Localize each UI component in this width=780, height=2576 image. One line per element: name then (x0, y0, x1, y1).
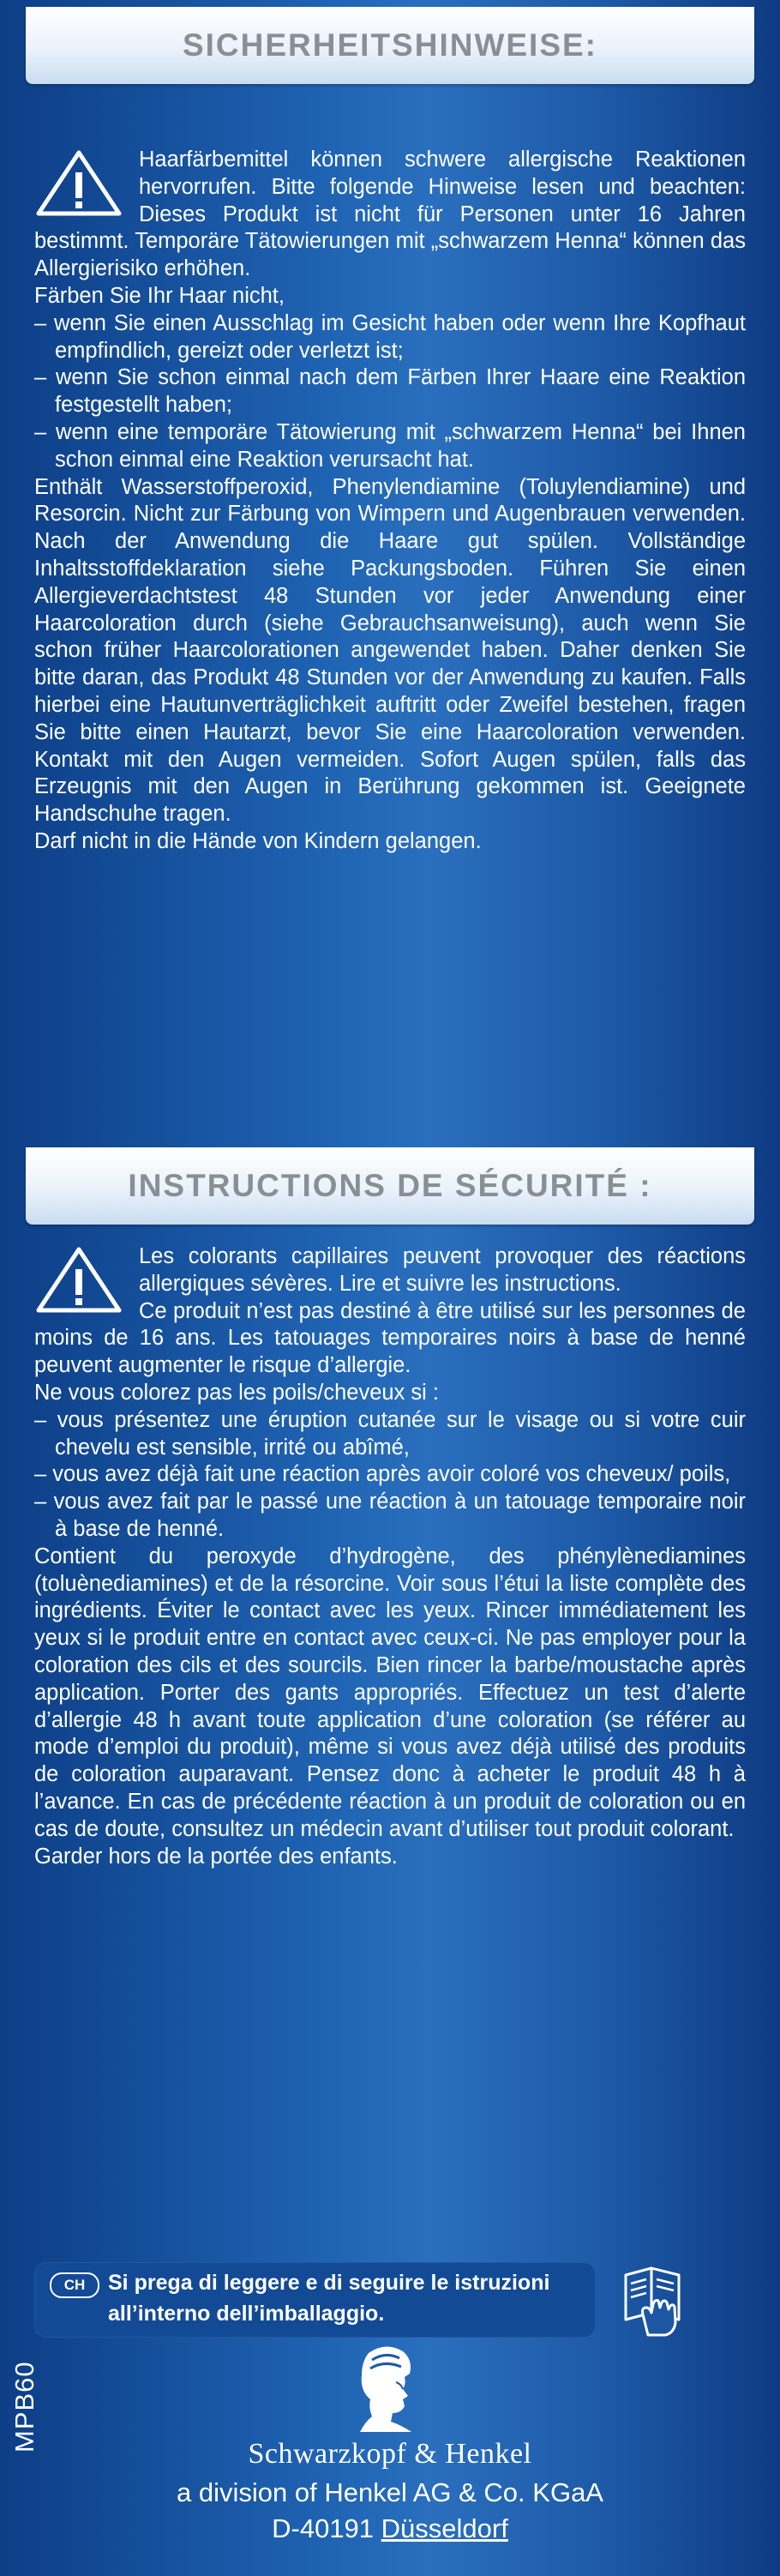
german-section-header (26, 7, 754, 84)
french-list-item-2: – vous avez déjà fait une réaction après avoir coloré vos cheveux/ poils, (34, 1462, 731, 1487)
french-list-item-3: – vous avez fait par le passé une réaction à un tatouage temporaire noir à base de henné. (34, 1490, 746, 1541)
german-body: Enthält Wasserstoffperoxid, Phenylendiamine (Toluylendiamine) und Resorcin. Nicht zur Färbung von Wimpern und Augenbrauen verwenden. Nach der Anwendung die Haare gut spülen. Vollständige Inhaltsstoffdeklaration siehe Packungsboden. Führen Sie einen Allergieverdachtstest 48 Stunden vor jeder Anwendung einer Haarcoloration durch (siehe Gebrauchsanweisung), auch wenn Sie schon früher Haarcolorationen angewendet haben. Daher denken Sie bitte daran, das Produkt 48 Stunden vor der Anwendung zu kaufen. Falls hierbei eine Hautunverträglichkeit auftritt oder Zweifel bestehen, fragen Sie bitte einen Hautarzt, bevor Sie eine Haarcoloration verwenden. Kontakt mit den Augen vermeiden. Sofort Augen spülen, falls das Erzeugnis mit den Augen in Berührung gekommen ist. Geeignete Handschuhe tragen. (34, 474, 746, 827)
ch-country-badge: CH (50, 2272, 99, 2298)
side-product-code: MPB60 (9, 2361, 39, 2453)
french-warning-lead: Les colorants capillaires peuvent provoquer des réactions allergiques sévères. Lire et suivre les instructions. (139, 1244, 746, 1296)
german-header-title: SICHERHEITSHINWEISE: (182, 27, 598, 63)
german-intro: Färben Sie Ihr Haar nicht, (34, 283, 285, 308)
swiss-note-text: Si prega di leggere e di seguire le istruzioni all’interno dell’imballaggio. (108, 2271, 550, 2326)
french-intro: Ne vous colorez pas les poils/cheveux si : (34, 1380, 439, 1405)
read-instructions-icon (617, 2260, 689, 2338)
company-division: a division of Henkel AG & Co. KGaA (177, 2477, 603, 2507)
swiss-note-box (34, 2262, 596, 2338)
french-header-title: INSTRUCTIONS DE SÉCURITÉ : (128, 1168, 652, 1203)
german-list-item-2: – wenn Sie schon einmal nach dem Färben Ihrer Haare eine Reaktion festgestellt haben; (34, 365, 746, 418)
german-warning-lead: Haarfärbemittel können schwere allergische Reaktionen hervorrufen. Bitte folgende Hinweise lesen und beachten: Dieses Produkt ist nicht für Personen unter 16 Jahren bestimmt. Temporäre Tätowierungen mit „schwarzem Henna“ können das Allergierisiko erhöhen. (34, 147, 746, 281)
german-text (34, 147, 746, 856)
warning-triangle-icon (34, 148, 129, 219)
company-name: Schwarzkopf & Henkel (248, 2438, 532, 2470)
company-address (0, 2513, 780, 2545)
french-text (34, 1243, 746, 1870)
french-section-header (26, 1147, 754, 1225)
german-closing: Darf nicht in die Hände von Kindern gelangen. (34, 828, 482, 853)
warning-triangle-icon (34, 1245, 129, 1315)
company-postcode: D-40191 (272, 2513, 375, 2543)
french-list-item-1: – vous présentez une éruption cutanée sur le visage ou si votre cuir chevelu est sensible, irrité ou abîmé, (34, 1407, 746, 1460)
french-warning-rest: Ce produit n’est pas destiné à être utilisé sur les personnes de moins de 16 ans. Les tatouages temporaires noirs à base de henné peuvent augmenter le risque d’allergie. (34, 1298, 746, 1378)
german-list-item-3: – wenn eine temporäre Tätowierung mit „schwarzem Henna“ bei Ihnen schon einmal eine Reaktion verursacht hat. (34, 419, 746, 472)
company-city: Düsseldorf (381, 2513, 508, 2543)
schwarzkopf-profile-logo (351, 2343, 422, 2435)
french-body: Contient du peroxyde d’hydrogène, des phénylènediamines (toluènediamines) et de la résorcine. Voir sous l’étui la liste complète des ingrédients. Éviter le contact avec les yeux. Rincer immédiatement les yeux si le produit entre en contact avec ceux-ci. Ne pas employer pour la coloration des cils et des sourcils. Bien rincer la barbe/moustache après application. Porter des gants appropriés. Effectuez un test d’alerte d’allergie 48 h avant toute application d’une coloration (se référer au mode d’emploi du produit), même si vous avez déjà utilisé des produits de coloration auparavant. Pensez donc à acheter le produit 48 h à l’avance. En cas de précédente réaction à un produit de coloration ou en cas de doute, consultez un médecin avant d’utiliser tout produit colorant. (34, 1544, 746, 1841)
french-closing: Garder hors de la portée des enfants. (34, 1844, 398, 1869)
german-list-item-1: – wenn Sie einen Ausschlag im Gesicht haben oder wenn Ihre Kopfhaut empfindlich, gereizt oder verletzt ist; (34, 310, 746, 363)
